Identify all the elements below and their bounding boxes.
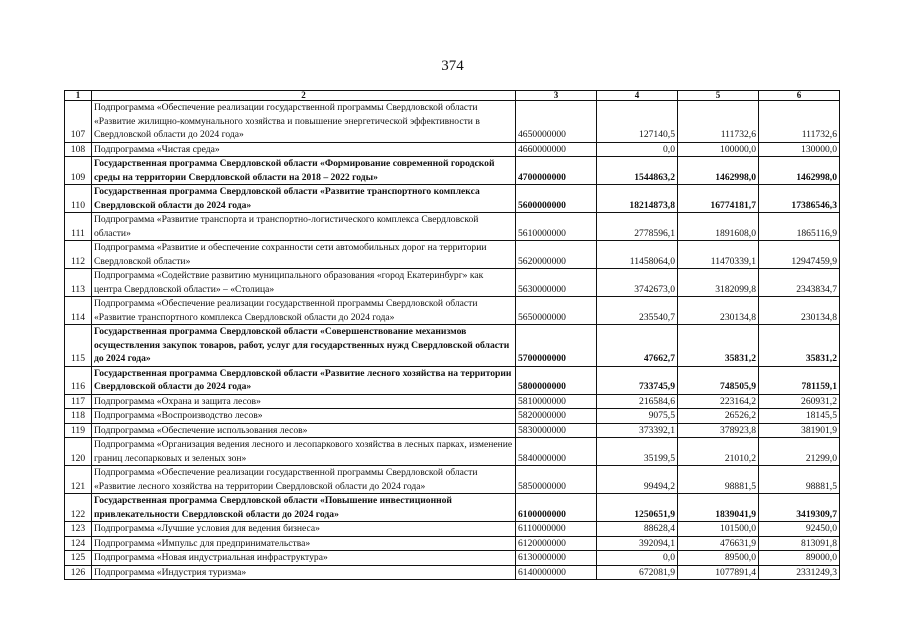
row-number: 123 (65, 522, 92, 537)
row-code: 5830000000 (516, 423, 597, 438)
row-number: 121 (65, 466, 92, 494)
row-value-col5: 11470339,1 (678, 241, 759, 269)
row-number: 126 (65, 565, 92, 580)
row-value-col5: 101500,0 (678, 522, 759, 537)
row-value-col5: 748505,9 (678, 366, 759, 394)
row-value-col5: 476631,9 (678, 536, 759, 551)
row-value-col4: 1250651,9 (597, 494, 678, 522)
row-number: 125 (65, 551, 92, 566)
row-name: Государственная программа Свердловской области «Совершенствование механизмов осуществления закупок товаров, работ, услуг для государственных нужд Свердловской области до 2024 года» (92, 325, 516, 367)
row-value-col4: 392094,1 (597, 536, 678, 551)
row-number: 115 (65, 325, 92, 367)
row-code: 6140000000 (516, 565, 597, 580)
row-name: Подпрограмма «Новая индустриальная инфраструктура» (92, 551, 516, 566)
row-number: 118 (65, 409, 92, 424)
row-code: 5810000000 (516, 394, 597, 409)
row-code: 5800000000 (516, 366, 597, 394)
row-value-col5: 89500,0 (678, 551, 759, 566)
row-code: 6100000000 (516, 494, 597, 522)
row-value-col4: 11458064,0 (597, 241, 678, 269)
table-row (65, 536, 840, 551)
row-value-col6: 130000,0 (759, 142, 840, 157)
table-row (65, 297, 840, 325)
row-number: 117 (65, 394, 92, 409)
row-code: 5820000000 (516, 409, 597, 424)
row-code: 5610000000 (516, 213, 597, 241)
row-value-col5: 1462998,0 (678, 157, 759, 185)
row-value-col4: 88628,4 (597, 522, 678, 537)
row-value-col6: 89000,0 (759, 551, 840, 566)
row-name: Подпрограмма «Обеспечение реализации государственной программы Свердловской области «Развитие жилищно-коммунального хозяйства и повышение энергетической эффективности в Свердловской области до 2024 года» (92, 101, 516, 143)
row-value-col6: 2331249,3 (759, 565, 840, 580)
row-name: Подпрограмма «Содействие развитию муниципального образования «город Екатеринбург» как центра Свердловской области» – «Столица» (92, 269, 516, 297)
row-code: 5850000000 (516, 466, 597, 494)
row-code: 5600000000 (516, 185, 597, 213)
row-value-col5: 230134,8 (678, 297, 759, 325)
row-value-col5: 26526,2 (678, 409, 759, 424)
page-number: 374 (441, 58, 464, 74)
row-code: 6110000000 (516, 522, 597, 537)
row-name: Государственная программа Свердловской области «Развитие транспортного комплекса Свердловской области до 2024 года» (92, 185, 516, 213)
table-row (65, 325, 840, 367)
row-value-col4: 373392,1 (597, 423, 678, 438)
row-code: 5650000000 (516, 297, 597, 325)
row-number: 120 (65, 438, 92, 466)
table-row (65, 409, 840, 424)
row-name: Подпрограмма «Развитие и обеспечение сохранности сети автомобильных дорог на территории Свердловской области» (92, 241, 516, 269)
row-name: Подпрограмма «Обеспечение реализации государственной программы Свердловской области «Развитие лесного хозяйства на территории Свердловской области до 2024 года» (92, 466, 516, 494)
row-value-col5: 1077891,4 (678, 565, 759, 580)
table-row (65, 157, 840, 185)
row-code: 5630000000 (516, 269, 597, 297)
row-code: 4660000000 (516, 142, 597, 157)
row-value-col6: 21299,0 (759, 438, 840, 466)
row-code: 4700000000 (516, 157, 597, 185)
row-value-col6: 3419309,7 (759, 494, 840, 522)
row-name: Подпрограмма «Воспроизводство лесов» (92, 409, 516, 424)
row-value-col4: 0,0 (597, 142, 678, 157)
row-value-col4: 1544863,2 (597, 157, 678, 185)
row-name: Государственная программа Свердловской области «Повышение инвестиционной привлекательности Свердловской области до 2024 года» (92, 494, 516, 522)
row-value-col6: 111732,6 (759, 101, 840, 143)
row-value-col4: 672081,9 (597, 565, 678, 580)
table-row (65, 494, 840, 522)
row-number: 122 (65, 494, 92, 522)
row-value-col4: 216584,6 (597, 394, 678, 409)
row-value-col4: 235540,7 (597, 297, 678, 325)
row-value-col4: 9075,5 (597, 409, 678, 424)
table-row (65, 241, 840, 269)
table-row (65, 551, 840, 566)
row-value-col4: 0,0 (597, 551, 678, 566)
row-code: 5620000000 (516, 241, 597, 269)
table-header (65, 91, 840, 101)
row-name: Государственная программа Свердловской области «Развитие лесного хозяйства на территории Свердловской области до 2024 года» (92, 366, 516, 394)
row-value-col5: 1839041,9 (678, 494, 759, 522)
table-row (65, 269, 840, 297)
row-value-col4: 47662,7 (597, 325, 678, 367)
row-name: Подпрограмма «Организация ведения лесного и лесопаркового хозяйства в лесных парках, изменение границ лесопарковых и зеленых зон» (92, 438, 516, 466)
row-value-col5: 223164,2 (678, 394, 759, 409)
row-name: Подпрограмма «Обеспечение использования лесов» (92, 423, 516, 438)
row-value-col6: 230134,8 (759, 297, 840, 325)
row-number: 107 (65, 101, 92, 143)
row-value-col6: 1865116,9 (759, 213, 840, 241)
row-number: 109 (65, 157, 92, 185)
row-value-col5: 21010,2 (678, 438, 759, 466)
row-number: 114 (65, 297, 92, 325)
row-value-col5: 111732,6 (678, 101, 759, 143)
row-code: 5840000000 (516, 438, 597, 466)
row-code: 4650000000 (516, 101, 597, 143)
table-row (65, 438, 840, 466)
header-col-3: 3 (516, 91, 597, 101)
row-value-col6: 1462998,0 (759, 157, 840, 185)
row-value-col5: 35831,2 (678, 325, 759, 367)
row-value-col6: 92450,0 (759, 522, 840, 537)
row-value-col5: 378923,8 (678, 423, 759, 438)
table-row (65, 565, 840, 580)
row-name: Подпрограмма «Чистая среда» (92, 142, 516, 157)
row-code: 6120000000 (516, 536, 597, 551)
row-value-col4: 127140,5 (597, 101, 678, 143)
row-value-col5: 1891608,0 (678, 213, 759, 241)
row-value-col4: 35199,5 (597, 438, 678, 466)
table-row (65, 394, 840, 409)
row-number: 124 (65, 536, 92, 551)
row-number: 108 (65, 142, 92, 157)
header-row (65, 91, 840, 101)
table-row (65, 366, 840, 394)
row-code: 5700000000 (516, 325, 597, 367)
table-row (65, 213, 840, 241)
row-code: 6130000000 (516, 551, 597, 566)
row-number: 110 (65, 185, 92, 213)
table-row (65, 185, 840, 213)
row-value-col4: 2778596,1 (597, 213, 678, 241)
row-number: 111 (65, 213, 92, 241)
header-col-5: 5 (678, 91, 759, 101)
table-row (65, 101, 840, 143)
row-name: Подпрограмма «Обеспечение реализации государственной программы Свердловской области «Развитие транспортного комплекса Свердловской области до 2024 года» (92, 297, 516, 325)
header-col-6: 6 (759, 91, 840, 101)
budget-table (64, 90, 840, 580)
header-col-4: 4 (597, 91, 678, 101)
row-value-col5: 100000,0 (678, 142, 759, 157)
row-value-col6: 12947459,9 (759, 241, 840, 269)
row-value-col5: 3182099,8 (678, 269, 759, 297)
table-row (65, 142, 840, 157)
row-number: 112 (65, 241, 92, 269)
row-value-col5: 16774181,7 (678, 185, 759, 213)
table-row (65, 466, 840, 494)
row-value-col6: 381901,9 (759, 423, 840, 438)
table-row (65, 522, 840, 537)
header-col-1: 1 (65, 91, 92, 101)
row-name: Государственная программа Свердловской области «Формирование современной городской среды на территории Свердловской области на 2018 – 2022 годы» (92, 157, 516, 185)
row-name: Подпрограмма «Развитие транспорта и транспортно-логистического комплекса Свердловской области» (92, 213, 516, 241)
row-value-col6: 18145,5 (759, 409, 840, 424)
row-name: Подпрограмма «Индустрия туризма» (92, 565, 516, 580)
row-number: 116 (65, 366, 92, 394)
row-value-col4: 733745,9 (597, 366, 678, 394)
row-name: Подпрограмма «Лучшие условия для ведения бизнеса» (92, 522, 516, 537)
row-name: Подпрограмма «Охрана и защита лесов» (92, 394, 516, 409)
header-col-2: 2 (92, 91, 516, 101)
row-value-col6: 781159,1 (759, 366, 840, 394)
row-number: 119 (65, 423, 92, 438)
row-value-col4: 3742673,0 (597, 269, 678, 297)
row-value-col6: 35831,2 (759, 325, 840, 367)
row-value-col6: 2343834,7 (759, 269, 840, 297)
table-body (65, 101, 840, 580)
row-name: Подпрограмма «Импульс для предпринимательства» (92, 536, 516, 551)
table-row (65, 423, 840, 438)
row-number: 113 (65, 269, 92, 297)
row-value-col4: 99494,2 (597, 466, 678, 494)
row-value-col6: 260931,2 (759, 394, 840, 409)
row-value-col5: 98881,5 (678, 466, 759, 494)
row-value-col6: 813091,8 (759, 536, 840, 551)
row-value-col6: 98881,5 (759, 466, 840, 494)
row-value-col4: 18214873,8 (597, 185, 678, 213)
row-value-col6: 17386546,3 (759, 185, 840, 213)
